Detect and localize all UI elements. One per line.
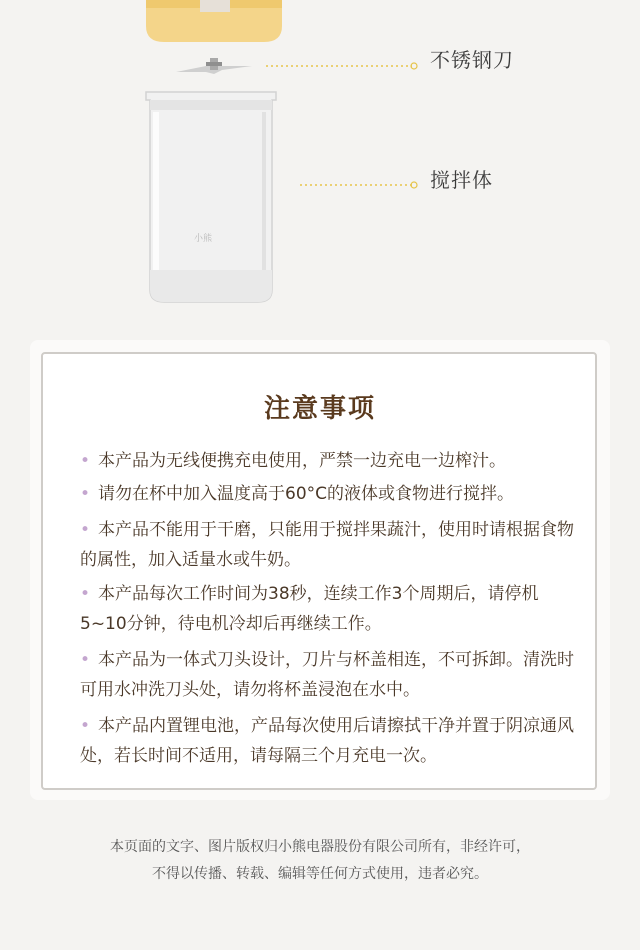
bullet-icon: • <box>80 520 91 540</box>
notice-item: • 本产品不能用于干磨，只能用于搅拌果蔬汁，使用时请根据食物的属性，加入适量水或牛奶。 <box>80 520 575 570</box>
notice-item: • 本产品为一体式刀头设计，刀片与杯盖相连，不可拆卸。清洗时可用水冲洗刀头处，请勿将杯盖浸泡在水中。 <box>80 650 575 700</box>
bullet-icon: • <box>80 584 91 604</box>
notice-item: • 本产品为无线便携充电使用，严禁一边充电一边榨汁。 <box>80 451 507 471</box>
body-label: 搅拌体 <box>430 168 493 192</box>
copyright-line-1: 本页面的文字、图片版权归小熊电器股份有限公司所有，非经许可， <box>110 839 530 855</box>
bullet-icon: • <box>80 484 91 504</box>
bullet-icon: • <box>80 716 91 736</box>
cup-shape <box>146 92 276 302</box>
blade-label: 不锈钢刀 <box>430 48 514 72</box>
notice-title: 注意事项 <box>263 394 376 424</box>
notice-item: • 本产品内置锂电池，产品每次使用后请擦拭干净并置于阴凉通风处，若长时间不适用，请每隔三个月充电一次。 <box>80 716 575 766</box>
cup-brand-mark: 小熊 <box>194 234 213 244</box>
product-illustration <box>0 0 640 340</box>
blade-shape <box>176 58 252 74</box>
bullet-icon: • <box>80 451 91 471</box>
notice-item: • 本产品每次工作时间为38秒，连续工作3个周期后，请停机5~10分钟，待电机冷却后再继续工作。 <box>80 584 539 634</box>
bullet-icon: • <box>80 650 91 670</box>
notice-item: • 请勿在杯中加入温度高于60°C的液体或食物进行搅拌。 <box>80 484 515 504</box>
blender-illustration <box>0 0 640 340</box>
copyright-line-2: 不得以传播、转载、编辑等任何方式使用，违者必究。 <box>152 866 488 882</box>
